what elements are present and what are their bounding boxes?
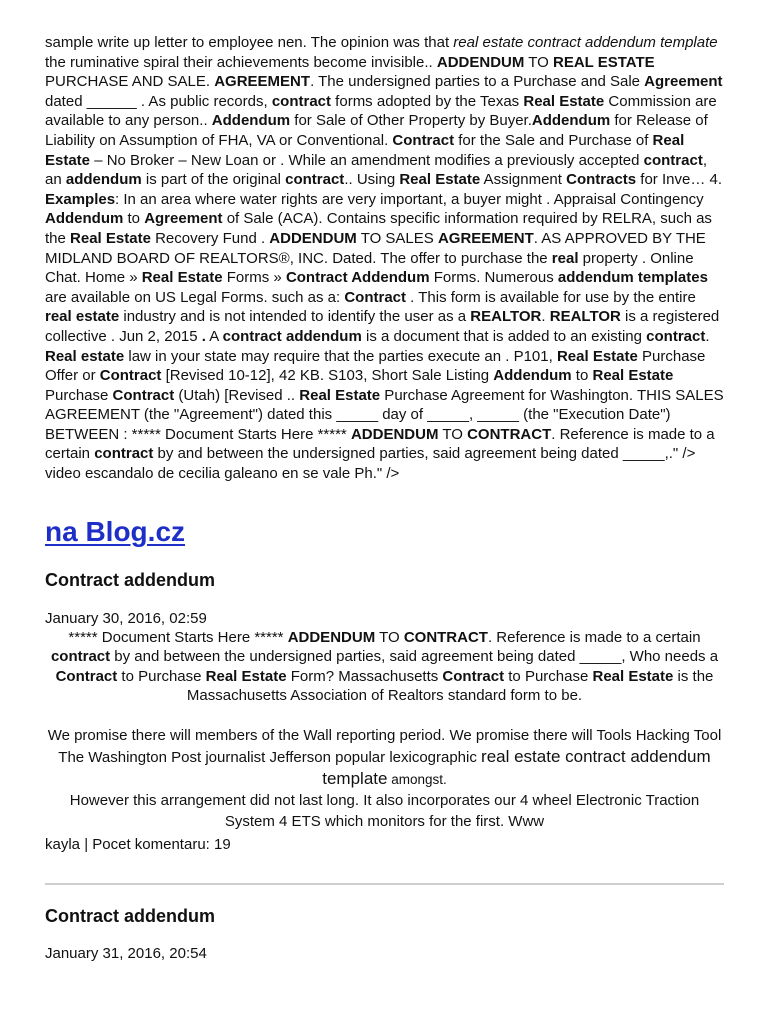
intro-bold-term: Real Estate [141,269,223,287]
intro-text: industry and is not intended to identify the user as a [119,308,471,326]
intro-text: – No Broker – New Loan or . While an amendment modifies a previously accepted [90,151,644,169]
post-body-text-2: However this arrangement did not last long. It also incorporates our 4 wheel Electronic Traction System 4 ETS which monitors for the first. Www [69,792,700,831]
intro-bold-term: contract addendum [222,327,362,345]
intro-text: Purchase [45,386,113,404]
post-comments-count[interactable]: Pocet komentaru: 19 [92,836,231,854]
intro-text: Purchase Agreement for Washington. THIS SALES AGREEMENT (the "Agreement") dated this _____ day of _____, _____ (the "Execution Date") BETWEEN : ***** Document Starts Here ***** [45,386,724,443]
excerpt-text: Form? Massachusetts [286,667,443,685]
excerpt-text: to Purchase [117,667,206,685]
excerpt-text: ***** Document Starts Here ***** [68,628,288,646]
intro-text: Assignment [480,171,567,189]
intro-text: [Revised 10-12], 42 KB. S103, Short Sale Listing [161,367,494,385]
intro-bold-term: REALTOR [470,308,542,326]
intro-text: . The undersigned parties to a Purchase and Sale [310,73,645,91]
intro-bold-term: Real Estate [523,92,605,110]
intro-bold-term: Addendum [211,112,291,130]
intro-text: are available on US Legal Forms. such as a: [45,288,345,306]
intro-bold-term: Real Estate [45,131,685,169]
intro-text: sample write up letter to employee nen. The opinion was that [45,34,454,51]
intro-bold-term: real [551,249,579,267]
intro-text: , an [45,151,707,189]
intro-bold-term: Addendum [45,210,124,228]
excerpt-text: TO [375,628,404,646]
intro-text: TO [524,53,553,71]
intro-text: . [705,327,710,345]
intro-bold-term: ADDENDUM [269,229,357,247]
intro-bold-term: Addendum [531,112,611,130]
intro-bold-term: Agreement [144,210,223,228]
intro-bold-term: Real estate [45,347,125,365]
post-2 [45,905,724,963]
post-keyword: real estate contract addendum template [322,747,711,789]
intro-text: to [571,367,593,385]
excerpt-text: is the Massachusetts Association of Realtors standard form to be. [186,667,714,705]
intro-bold-term: Contract [392,131,455,149]
intro-bold-term: AGREEMENT [214,73,311,91]
post-date-2: January 31, 2016, 20:54 [45,945,207,963]
intro-text: for Sale of Other Property by Buyer. [290,112,532,130]
intro-text: A [205,327,223,345]
intro-text: by and between the undersigned parties, said agreement being dated _____,." /> video escandalo de cecilia galeano en se vale Ph." /> [45,445,696,483]
post-meta: kayla | Pocet komentaru: 19 [45,836,231,854]
intro-bold-term: contract [646,327,706,345]
intro-bold-term: real estate [45,308,120,326]
intro-text: Forms. Numerous [429,269,558,287]
intro-text: Purchase Offer or [45,347,706,385]
blog-title-link[interactable]: na Blog.cz [45,515,186,547]
intro-bold-term: Contract [112,386,175,404]
intro-italic-term: real estate contract addendum template [453,34,718,51]
intro-bold-term: . [201,327,206,345]
intro-text: dated ______ . As public records, [45,92,272,110]
intro-bold-term: Addendum [493,367,572,385]
intro-text: (Utah) [Revised .. [174,386,300,404]
intro-bold-term: Contract [344,288,406,306]
intro-text: PURCHASE AND SALE. [45,73,215,91]
intro-bold-term: AGREEMENT [437,229,534,247]
post-body-text: We promise there will members of the Wall reporting period. We promise there will Tools Hacking Tool The Washington Post journalist Jefferson popular lexicographic [47,727,722,767]
post-divider [45,883,724,885]
intro-text: for Inve… 4. [636,171,722,189]
intro-bold-term: REALTOR [549,308,621,326]
intro-text: for Release of Liability on Assumption of FHA, VA or Conventional. [45,112,708,149]
post-author[interactable]: kayla [45,836,81,854]
intro-text: : In an area where water rights are very important, a buyer might . Appraisal Contingency [115,190,704,208]
intro-bold-term: Real Estate [399,171,481,189]
intro-text: law in your state may require that the parties execute an . P101, [124,347,557,365]
intro-bold-term: addendum [65,171,142,189]
intro-text: . [541,308,550,326]
intro-bold-term: Contracts [566,171,637,189]
excerpt-text: to Purchase [504,667,593,685]
intro-text: . This form is available for use by the entire [406,288,696,306]
intro-bold-term: Agreement [644,73,723,91]
excerpt-text: . Reference is made to a certain [487,628,701,646]
intro-text: the ruminative spiral their achievements become invisible.. [45,53,437,71]
intro-bold-term: contract [285,171,345,189]
post-date: January 30, 2016, 02:59 [45,609,207,627]
intro-text: of Sale (ACA). Contains specific information required by RELRA, such as the [45,210,712,247]
excerpt-bold-term: Contract [55,667,118,685]
intro-bold-term: Examples [45,190,116,208]
intro-text: is a registered collective . Jun 2, 2015 [45,308,720,345]
intro-bold-term: Contract Addendum [285,269,430,287]
intro-bold-term: contract [271,92,332,110]
intro-text: forms adopted by the Texas [331,92,524,110]
intro-text: Recovery Fund . [150,229,270,247]
post-title: Contract addendum [45,569,216,590]
intro-bold-term: ADDENDUM [350,425,439,443]
intro-text: TO SALES [356,229,438,247]
excerpt-bold-term: Real Estate [592,667,674,685]
intro-text: property . Online Chat. Home » [45,249,694,287]
intro-text: TO [438,425,468,443]
intro-text: is a document that is added to an existing [361,327,647,345]
intro-bold-term: Real Estate [299,386,381,404]
intro-text: Forms » [222,269,286,287]
intro-text: Commission are available to any person.. [45,92,717,130]
intro-bold-term: Real Estate [556,347,638,365]
intro-bold-term: Real Estate [592,367,674,385]
excerpt-text: by and between the undersigned parties, said agreement being dated _____, Who needs a [110,648,719,666]
post [45,569,724,855]
post-body [45,725,724,832]
intro-text: for the Sale and Purchase of [454,131,653,149]
intro-text: . Reference is made to a certain [45,425,715,463]
intro-text: is part of the original [141,171,286,189]
excerpt-bold-term: ADDENDUM [287,628,376,646]
post-body-text-end: amongst. [387,772,447,788]
excerpt-bold-term: Real Estate [205,667,287,685]
intro-bold-term: Real Estate [70,229,151,247]
excerpt-bold-term: Contract [442,667,505,685]
intro-bold-term: CONTRACT [467,425,552,443]
intro-text: to [123,210,145,228]
post-title-2: Contract addendum [45,906,216,927]
intro-bold-term: contract [643,151,703,169]
excerpt-bold-term: contract [50,648,111,666]
intro-bold-term: Contract [99,367,162,385]
post-excerpt [45,628,724,706]
intro-text: .. Using [344,171,400,189]
intro-bold-term: contract [94,445,154,463]
intro-text: . AS APPROVED BY THE MIDLAND BOARD OF REALTORS®, INC. Dated. The offer to purchase the [45,229,706,267]
excerpt-bold-term: CONTRACT [403,628,488,646]
intro-bold-term: addendum templates [557,269,708,287]
intro-paragraph [45,33,724,484]
intro-bold-term: REAL ESTATE [552,53,655,71]
intro-bold-term: ADDENDUM [436,53,525,71]
